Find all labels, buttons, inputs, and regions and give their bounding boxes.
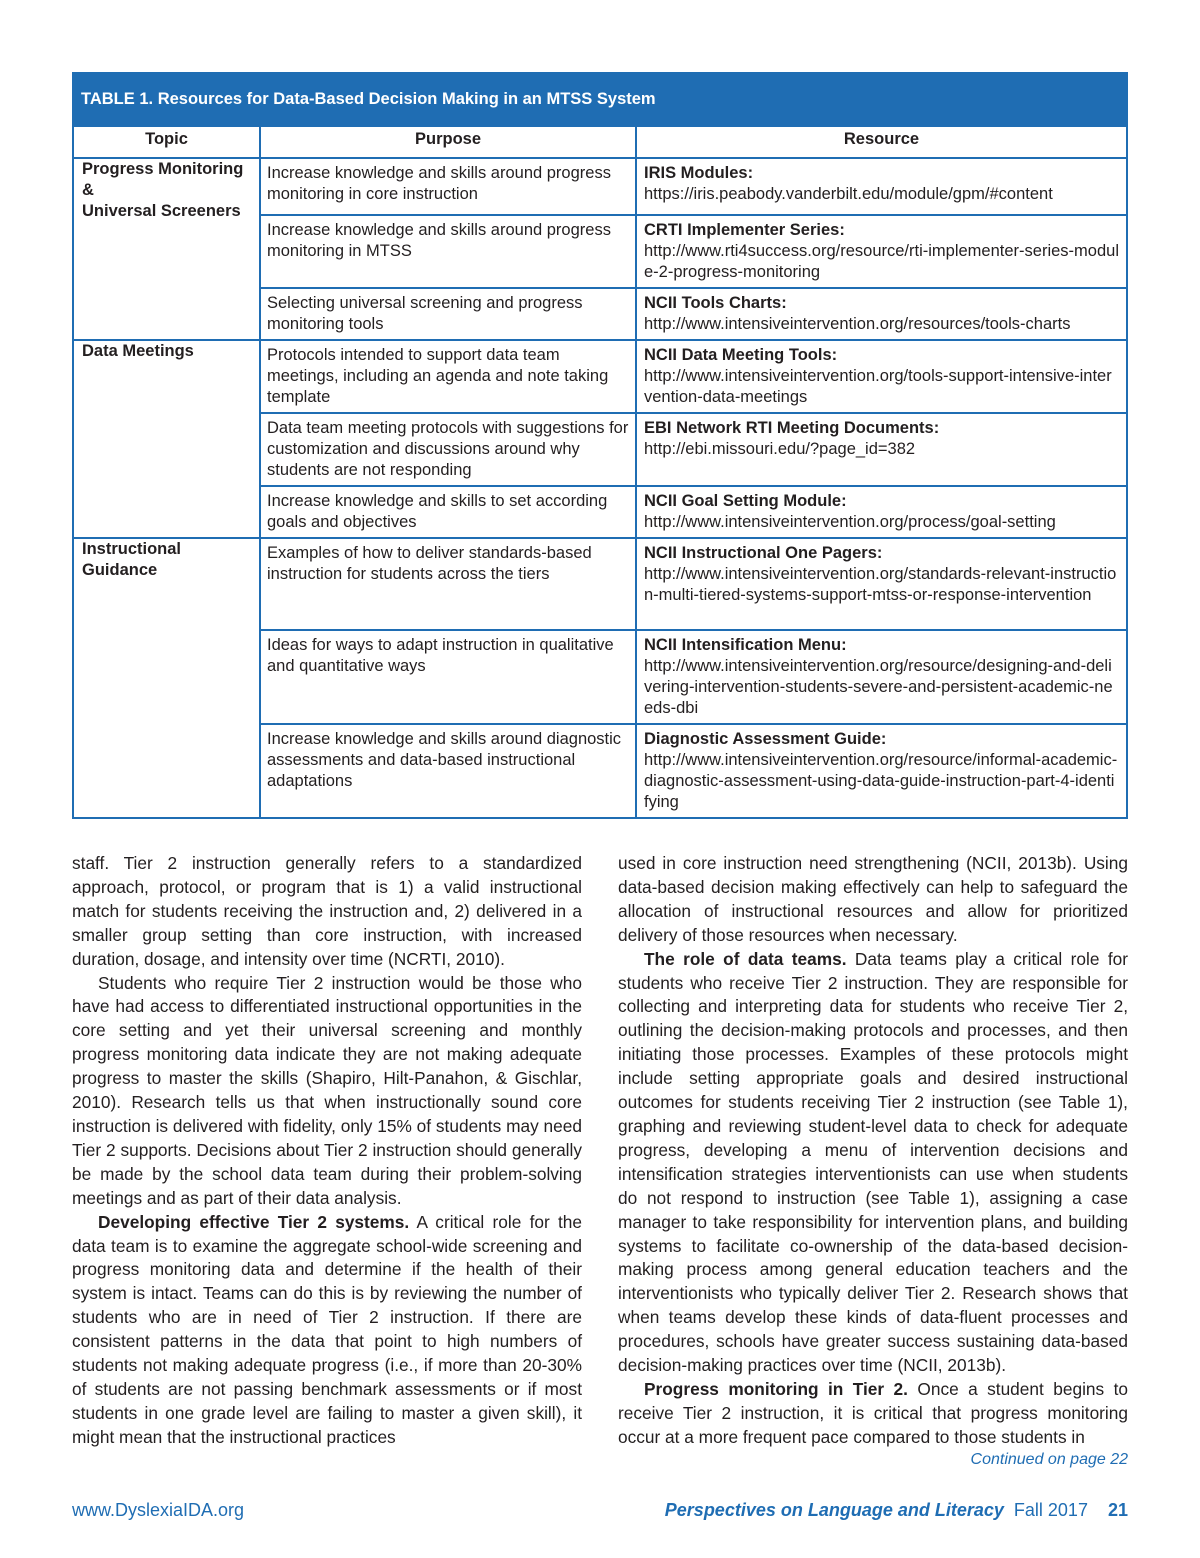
purpose-cell: Increase knowledge and skills around diagnostic assessments and data-based instructional adaptations (260, 724, 636, 818)
header-purpose: Purpose (260, 126, 636, 158)
resource-url[interactable]: http://www.rti4success.org/resource/rti-implementer-series-module-2-progress-monitoring (644, 242, 1119, 281)
resource-cell (636, 486, 1127, 538)
topic-instructional-guidance: Instructional Guidance (73, 538, 260, 818)
section-heading: Developing effective Tier 2 systems. (98, 1211, 410, 1232)
paragraph-text: Data teams play a critical role for students who receive Tier 2 instruction. They are responsible for collecting and interpreting data for students who receive Tier 2, outlining the decision-making protocols and processes, and then initiating those processes. Examples of these protocols might include setting appropriate goals and desired instructional outcomes for students receiving Tier 2 instruction (see Table 1), graphing and reviewing student-level data to check for adequate progress, developing a menu of intervention decisions and intensification strategies interventionists can use when students do not respond to instruction (see Table 1), assigning a case manager to take responsibility for intervention plans, and building systems to facilitate co-ownership of the data-based decision-making process among general education teachers and the interventionists who typically deliver Tier 2. Research shows that when teams develop these kinds of data-fluent processes and procedures, schools have greater success sustaining data-based decision-making practices over time (NCII, 2013b). (618, 948, 1128, 1376)
resource-cell (636, 340, 1127, 413)
right-column (618, 852, 1128, 1470)
resource-cell (636, 288, 1127, 340)
resource-cell (636, 413, 1127, 486)
paragraph-text: Once a student begins to receive Tier 2 instruction, it is critical that progress monitoring occur at a more frequent pace compared to those students in (618, 1378, 1128, 1447)
table-header-row (73, 126, 1127, 158)
header-topic: Topic (73, 126, 260, 158)
purpose-cell: Data team meeting protocols with suggestions for customization and discussions around why students are not responding (260, 413, 636, 486)
header-resource: Resource (636, 126, 1127, 158)
resource-cell (636, 630, 1127, 724)
paragraph: staff. Tier 2 instruction generally refers to a standardized approach, protocol, or program that is 1) a valid instructional match for students receiving the instruction and, 2) delivered in a smaller group setting than core instruction, with increased duration, dosage, and intensity over time (NCRTI, 2010). (72, 853, 582, 969)
topic-data-meetings: Data Meetings (73, 340, 260, 538)
resource-url[interactable]: http://www.intensiveintervention.org/resources/tools-charts (644, 315, 1071, 333)
page-number: 21 (1107, 1500, 1128, 1520)
resource-cell (636, 215, 1127, 288)
resource-title: IRIS Modules: (644, 164, 754, 182)
resource-title: NCII Instructional One Pagers: (644, 544, 883, 562)
purpose-cell: Increase knowledge and skills around progress monitoring in core instruction (260, 158, 636, 215)
resource-url[interactable]: http://www.intensiveintervention.org/process/goal-setting (644, 513, 1056, 531)
paragraph (618, 1378, 1128, 1450)
resource-url[interactable]: http://www.intensiveintervention.org/resource/informal-academic-diagnostic-assessment-using-data-guide-instruction-part-4-identifying (644, 751, 1118, 811)
purpose-cell: Ideas for ways to adapt instruction in qualitative and quantitative ways (260, 630, 636, 724)
resource-title: EBI Network RTI Meeting Documents: (644, 419, 940, 437)
resource-title: NCII Goal Setting Module: (644, 492, 847, 510)
resource-cell (636, 158, 1127, 215)
paragraph (72, 1211, 582, 1450)
resources-table-container (72, 72, 1128, 819)
paragraph: Students who require Tier 2 instruction would be those who have had access to differentiated instructional opportunities in the core setting and yet their universal screening and monthly progress monitoring data indicate they are not making adequate progress to master the skills (Shapiro, Hilt-Panahon, & Gischlar, 2010). Research tells us that when instructionally sound core instruction is delivered with fidelity, only 15% of students may need Tier 2 supports. Decisions about Tier 2 instruction should generally be made by the school data team during their problem-solving meetings and as part of their data analysis. (72, 972, 582, 1208)
paragraph (618, 948, 1128, 1378)
footer-website[interactable]: www.DyslexiaIDA.org (72, 1500, 245, 1520)
journal-issue: Fall 2017 (1013, 1500, 1088, 1520)
resource-url[interactable]: http://www.intensiveintervention.org/standards-relevant-instruction-multi-tiered-systems-support-mtss-or-response-intervention (644, 565, 1117, 604)
section-heading: Progress monitoring in Tier 2. (644, 1378, 908, 1399)
section-heading: The role of data teams. (644, 948, 847, 969)
paragraph: used in core instruction need strengthening (NCII, 2013b). Using data-based decision making effectively can help to safeguard the allocation of instructional resources and allow for prioritized delivery of those resources when necessary. (618, 853, 1128, 945)
topic-progress-monitoring: Progress Monitoring & Universal Screeners (73, 158, 260, 340)
table-row (73, 538, 1127, 630)
resource-cell (636, 724, 1127, 818)
table-title: TABLE 1. Resources for Data-Based Decision Making in an MTSS System (72, 72, 1128, 125)
paragraph-text: A critical role for the data team is to examine the aggregate school-wide screening and progress monitoring data and determine if the health of their system is intact. Teams can do this is by reviewing the number of students who are in need of Tier 2 instruction. If there are consistent patterns in the data that point to high numbers of students not making adequate progress (i.e., if more than 20-30% of students are not passing benchmark assessments or if most students in one grade level are failing to master a given skill), it might mean that the instructional practices (72, 1211, 582, 1447)
resource-title: NCII Tools Charts: (644, 294, 787, 312)
resource-url[interactable]: http://www.intensiveintervention.org/tools-support-intensive-intervention-data-meetings (644, 367, 1112, 406)
journal-name: Perspectives on Language and Literacy (664, 1500, 1004, 1520)
resource-url[interactable]: https://iris.peabody.vanderbilt.edu/module/gpm/#content (644, 185, 1053, 203)
resource-cell (636, 538, 1127, 630)
footer-journal (665, 1500, 1128, 1521)
table-row (73, 340, 1127, 413)
resource-title: NCII Intensification Menu: (644, 636, 847, 654)
purpose-cell: Increase knowledge and skills around progress monitoring in MTSS (260, 215, 636, 288)
resource-url[interactable]: http://ebi.missouri.edu/?page_id=382 (644, 440, 916, 458)
purpose-cell: Increase knowledge and skills to set according goals and objectives (260, 486, 636, 538)
resource-title: Diagnostic Assessment Guide: (644, 730, 887, 748)
resource-title: CRTI Implementer Series: (644, 221, 845, 239)
page-footer (72, 1500, 1128, 1528)
purpose-cell: Examples of how to deliver standards-based instruction for students across the tiers (260, 538, 636, 630)
table-row (73, 158, 1127, 215)
resource-title: NCII Data Meeting Tools: (644, 346, 838, 364)
left-column (72, 852, 582, 1470)
purpose-cell: Protocols intended to support data team meetings, including an agenda and note taking template (260, 340, 636, 413)
resource-url[interactable]: http://www.intensiveintervention.org/resource/designing-and-delivering-intervention-students-severe-and-persistent-academic-needs-dbi (644, 657, 1113, 717)
resources-table (72, 125, 1128, 819)
body-columns (72, 852, 1128, 1470)
purpose-cell: Selecting universal screening and progress monitoring tools (260, 288, 636, 340)
continued-note[interactable]: Continued on page 22 (970, 1450, 1128, 1468)
